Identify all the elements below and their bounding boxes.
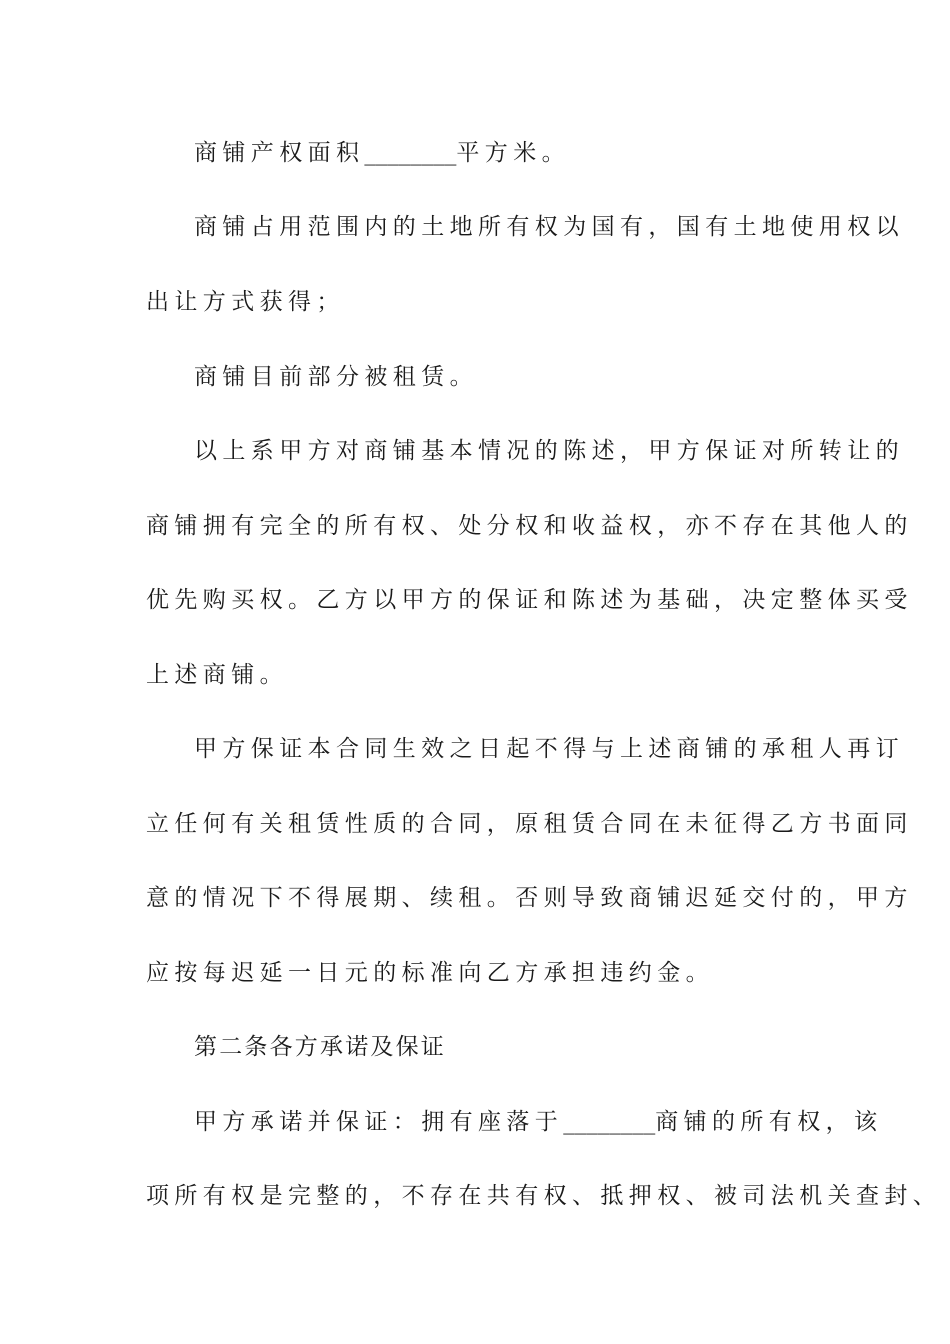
paragraph-line: 优先购买权。乙方以甲方的保证和陈述为基础，决定整体买受: [146, 587, 913, 613]
paragraph-line: 出让方式获得；: [146, 289, 345, 315]
paragraph-line: 甲方保证本合同生效之日起不得与上述商铺的承租人再订: [194, 736, 904, 762]
section-heading: 第二条各方承诺及保证: [194, 1034, 446, 1060]
paragraph-line: 商铺拥有完全的所有权、处分权和收益权，亦不存在其他人的: [146, 513, 913, 539]
paragraph-line: 以上系甲方对商铺基本情况的陈述，甲方保证对所转让的: [194, 438, 904, 464]
shop-area-label: 商铺产权面积: [194, 140, 365, 166]
paragraph-line: 商铺占用范围内的土地所有权为国有，国有土地使用权以: [194, 214, 904, 240]
shop-area-unit: 平方米。: [456, 140, 571, 166]
shop-area-blank: ________: [364, 140, 457, 166]
ownership-tail: 商铺的所有权，该: [655, 1109, 883, 1135]
paragraph-line: 意的情况下不得展期、续租。否则导致商铺迟延交付的，甲方: [146, 885, 913, 911]
paragraph-line: 应按每迟延一日元的标准向乙方承担违约金。: [146, 960, 714, 986]
paragraph-line: 商铺目前部分被租赁。: [194, 364, 478, 390]
paragraph-line: 项所有权是完整的，不存在共有权、抵押权、被司法机关查封、: [146, 1183, 942, 1209]
ownership-label: 甲方承诺并保证：拥有座落于: [194, 1109, 564, 1135]
shop-area-line: [194, 138, 826, 168]
location-blank: ________: [563, 1109, 656, 1135]
ownership-line: [194, 1107, 883, 1137]
paragraph-line: 上述商铺。: [146, 662, 288, 688]
paragraph-line: 立任何有关租赁性质的合同，原租赁合同在未征得乙方书面同: [146, 811, 913, 837]
